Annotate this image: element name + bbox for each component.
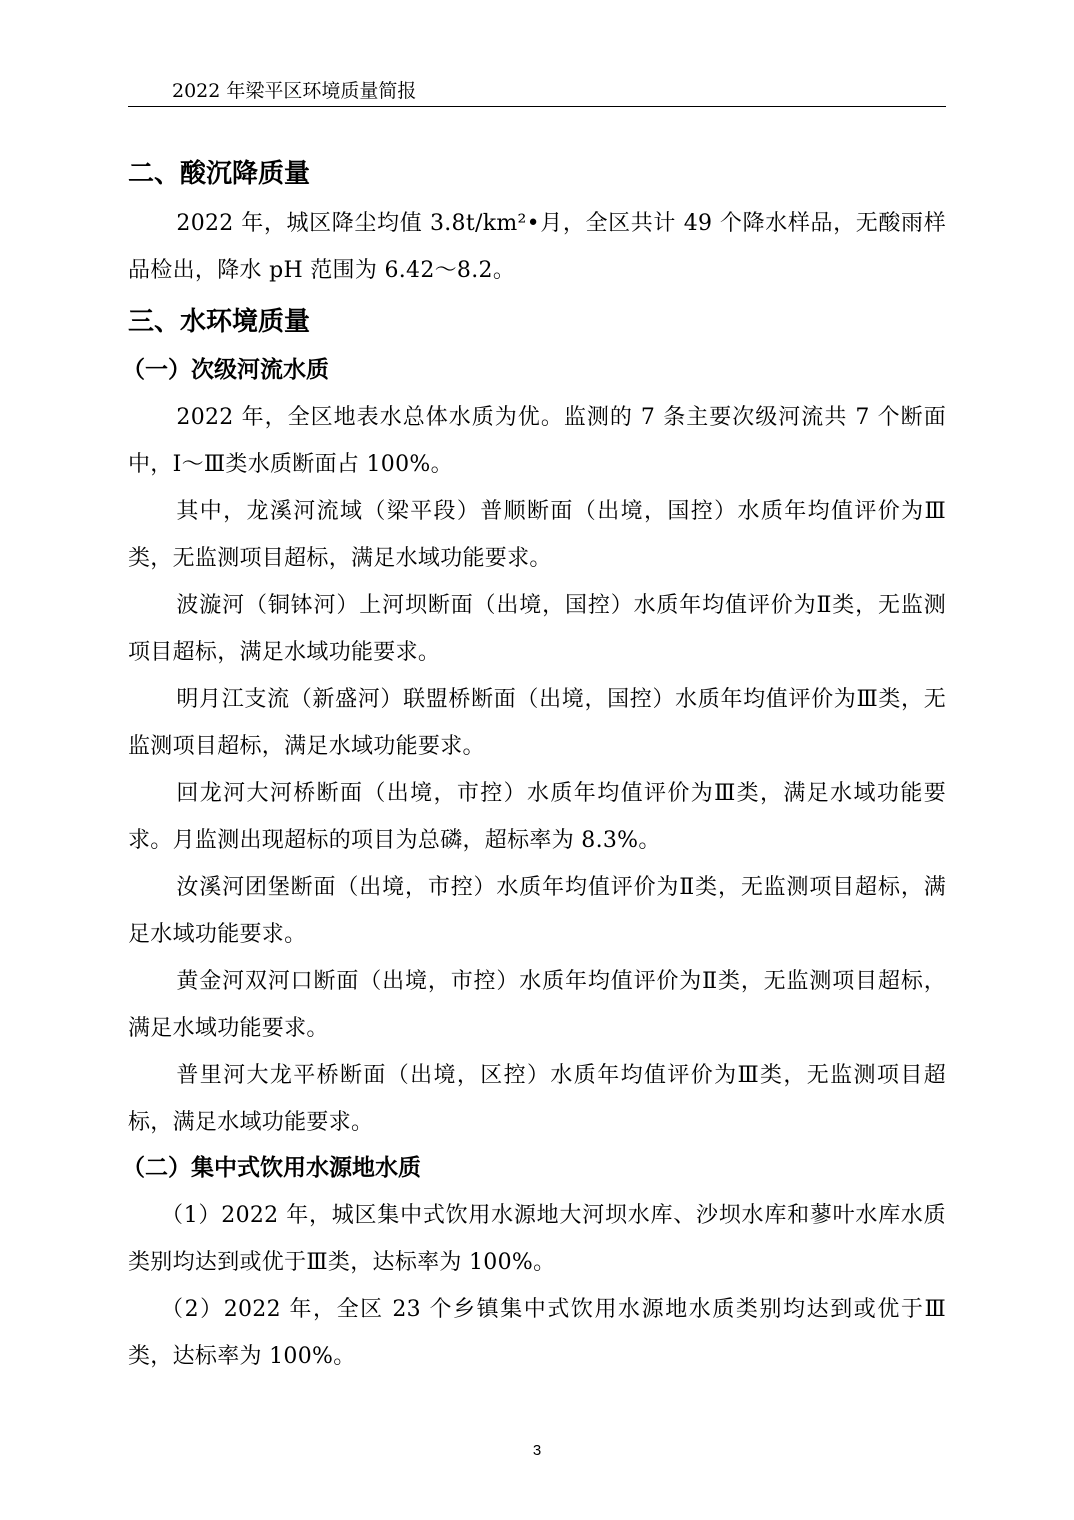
subsection-heading-drinking-water: （二）集中式饮用水源地水质 (122, 1155, 421, 1181)
header-divider (128, 106, 946, 107)
paragraph-river-dahe: 回龙河大河桥断面（出境，市控）水质年均值评价为Ⅲ类，满足水域功能要求。月监测出现超标的项目为总磷，超标率为 8.3%。 (128, 781, 946, 853)
running-header: 2022 年梁平区环境质量简报 (172, 80, 417, 102)
page-body (122, 150, 946, 1380)
paragraph-river-overview: 2022 年，全区地表水总体水质为优。监测的 7 条主要次级河流共 7 个断面中，Ⅰ～Ⅲ类水质断面占 100%。 (128, 405, 946, 477)
paragraph-acid-deposition: 2022 年，城区降尘均值 3.8t/km²•月，全区共计 49 个降水样品，无酸雨样品检出，降水 pH 范围为 6.42～8.2。 (128, 211, 946, 283)
section-heading-water-environment: 三、水环境质量 (128, 307, 311, 337)
paragraph-drinking-water-townships: （2）2022 年，全区 23 个乡镇集中式饮用水源地水质类别均达到或优于Ⅲ类，达标率为 100%。 (128, 1297, 946, 1369)
subsection-heading-secondary-rivers: （一）次级河流水质 (122, 357, 329, 383)
paragraph-river-dalongping: 普里河大龙平桥断面（出境，区控）水质年均值评价为Ⅲ类，无监测项目超标，满足水域功能要求。 (128, 1063, 946, 1135)
section-heading-acid-deposition: 二、酸沉降质量 (128, 159, 311, 189)
paragraph-river-tuanbao: 汝溪河团堡断面（出境，市控）水质年均值评价为Ⅱ类，无监测项目超标，满足水域功能要求。 (128, 875, 946, 947)
page-number: 3 (532, 1442, 542, 1459)
paragraph-river-puxun: 其中，龙溪河流域（梁平段）普顺断面（出境，国控）水质年均值评价为Ⅲ类，无监测项目超标，满足水域功能要求。 (128, 499, 946, 571)
paragraph-river-shuanghekou: 黄金河双河口断面（出境，市控）水质年均值评价为Ⅱ类，无监测项目超标，满足水域功能要求。 (128, 969, 946, 1041)
paragraph-river-shanghe: 波漩河（铜钵河）上河坝断面（出境，国控）水质年均值评价为Ⅱ类，无监测项目超标，满足水域功能要求。 (128, 593, 946, 665)
paragraph-drinking-water-urban: （1）2022 年，城区集中式饮用水源地大河坝水库、沙坝水库和蓼叶水库水质类别均达到或优于Ⅲ类，达标率为 100%。 (128, 1203, 946, 1275)
paragraph-river-lianmeng: 明月江支流（新盛河）联盟桥断面（出境，国控）水质年均值评价为Ⅲ类，无监测项目超标，满足水域功能要求。 (128, 687, 946, 759)
